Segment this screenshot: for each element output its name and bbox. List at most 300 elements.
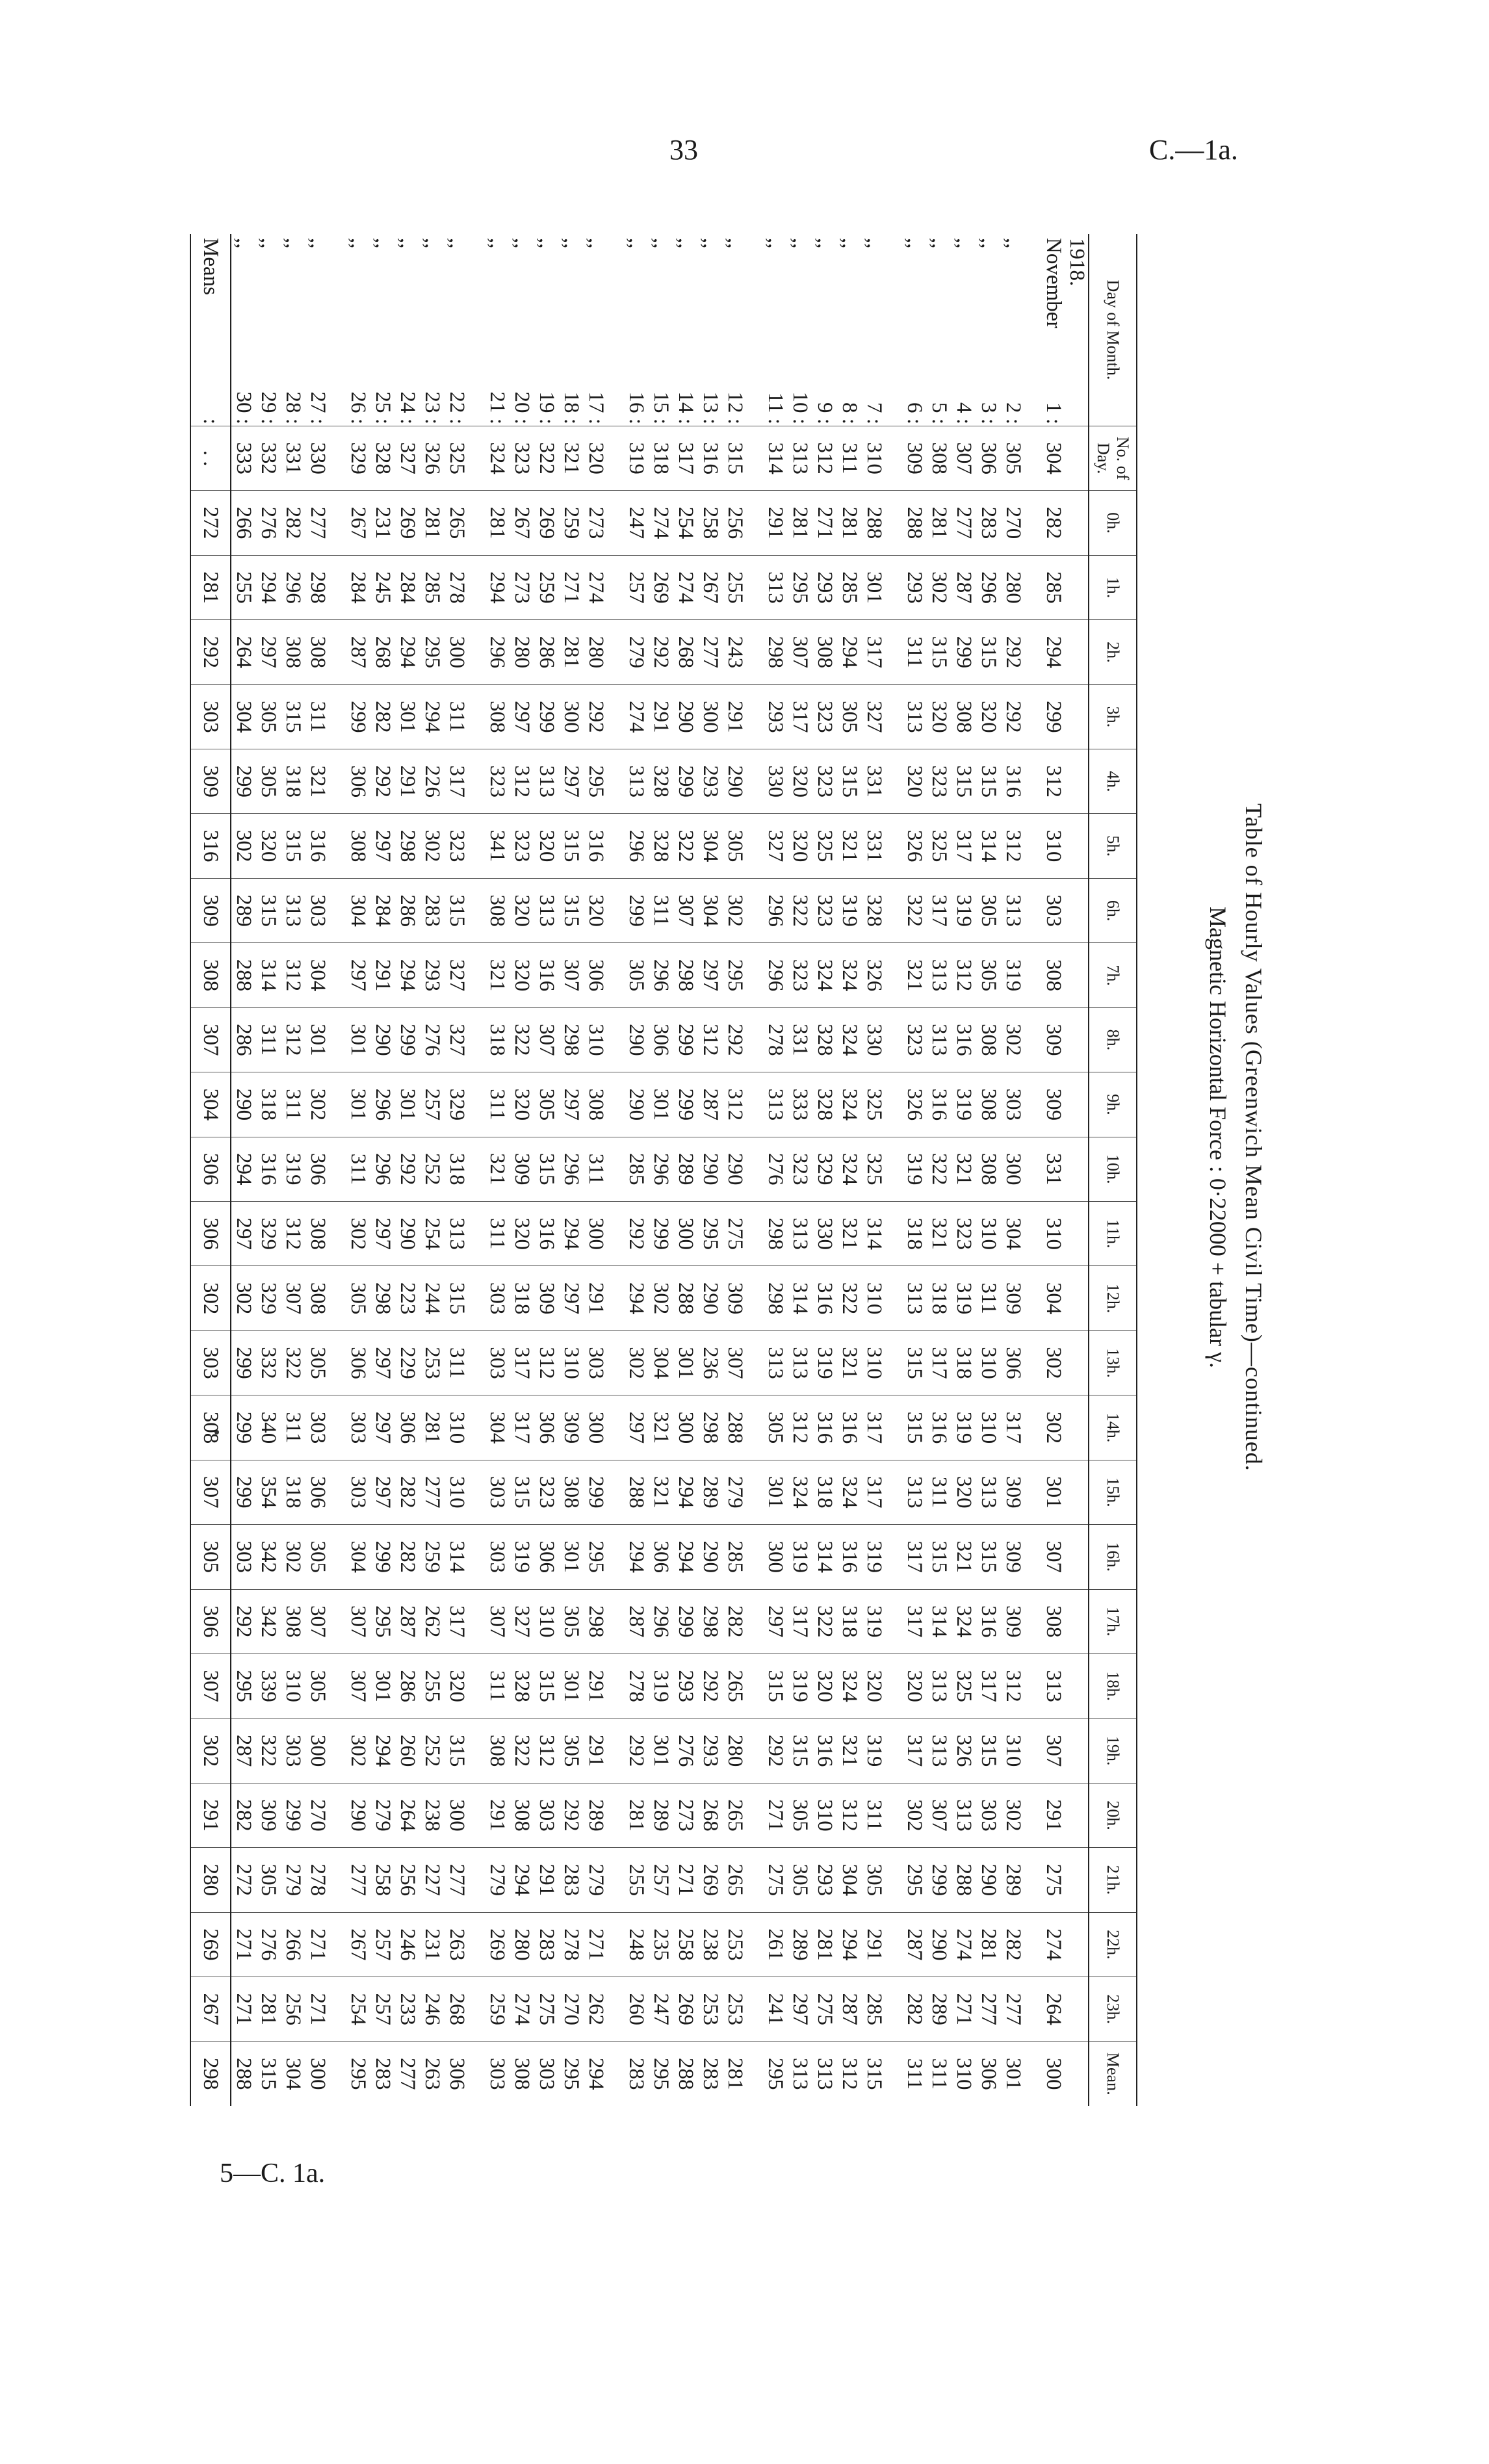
value-cell: 311 bbox=[902, 2042, 927, 2106]
day-number: 29 : bbox=[257, 391, 280, 424]
day-of-year-cell: 304 bbox=[1041, 426, 1066, 490]
value-cell: 287 bbox=[952, 555, 976, 619]
value-cell: 300 bbox=[763, 1525, 788, 1589]
value-cell: 291 bbox=[723, 684, 747, 749]
day-of-year-cell: 309 bbox=[902, 426, 927, 490]
value-cell: 264 bbox=[231, 620, 256, 684]
value-cell: 235 bbox=[649, 1912, 673, 1977]
value-cell: 293 bbox=[812, 555, 837, 619]
value-cell: 301 bbox=[1001, 2042, 1026, 2106]
value-cell: 315 bbox=[952, 749, 976, 814]
value-cell: 282 bbox=[1001, 1912, 1026, 1977]
value-cell: 281 bbox=[723, 2042, 747, 2106]
value-cell: 299 bbox=[673, 1589, 698, 1653]
empty-cell bbox=[1066, 1783, 1089, 1847]
value-cell: 322 bbox=[673, 814, 698, 878]
value-cell: 324 bbox=[788, 1460, 812, 1524]
value-cell: 296 bbox=[370, 1137, 395, 1201]
value-cell: 288 bbox=[624, 1460, 649, 1524]
empty-cell bbox=[1026, 1525, 1041, 1589]
value-cell: 276 bbox=[420, 1007, 445, 1072]
mean-value-cell: 306 bbox=[190, 1137, 231, 1201]
month-label: ,, bbox=[560, 238, 583, 249]
value-cell: 275 bbox=[763, 1848, 788, 1912]
empty-cell bbox=[608, 1783, 624, 1847]
day-of-year-cell: 322 bbox=[534, 426, 559, 490]
value-cell: 311 bbox=[902, 620, 927, 684]
value-cell: 273 bbox=[510, 555, 534, 619]
value-cell: 312 bbox=[534, 1330, 559, 1395]
value-cell: 303 bbox=[281, 1718, 305, 1783]
value-cell: 299 bbox=[370, 1525, 395, 1589]
value-cell: 305 bbox=[976, 943, 1001, 1007]
value-cell: 303 bbox=[231, 1525, 256, 1589]
value-cell: 299 bbox=[346, 684, 370, 749]
column-header: 17h. bbox=[1089, 1589, 1137, 1653]
value-cell: 320 bbox=[510, 878, 534, 942]
empty-cell bbox=[747, 1072, 763, 1137]
means-dots: : bbox=[199, 418, 222, 424]
value-cell: 321 bbox=[305, 749, 330, 814]
value-cell: 308 bbox=[485, 878, 510, 942]
value-cell: 298 bbox=[763, 1266, 788, 1330]
day-of-month-cell bbox=[445, 234, 469, 426]
value-cell: 293 bbox=[673, 1653, 698, 1718]
value-cell: 290 bbox=[698, 1525, 723, 1589]
value-cell: 276 bbox=[256, 1912, 281, 1977]
empty-cell bbox=[1026, 1395, 1041, 1460]
empty-cell bbox=[469, 943, 485, 1007]
empty-cell bbox=[1066, 1330, 1089, 1395]
empty-cell bbox=[747, 1718, 763, 1783]
value-cell: 281 bbox=[420, 1395, 445, 1460]
value-cell: 257 bbox=[420, 1072, 445, 1137]
value-cell: 307 bbox=[673, 878, 698, 942]
empty-cell bbox=[1066, 1912, 1089, 1977]
value-cell: 259 bbox=[420, 1525, 445, 1589]
value-cell: 317 bbox=[510, 1395, 534, 1460]
value-cell: 306 bbox=[445, 2042, 469, 2106]
value-cell: 323 bbox=[788, 1137, 812, 1201]
value-cell: 304 bbox=[649, 1330, 673, 1395]
value-cell: 305 bbox=[837, 684, 862, 749]
value-cell: 305 bbox=[559, 1718, 584, 1783]
value-cell: 302 bbox=[649, 1266, 673, 1330]
mean-value-cell: 272 bbox=[190, 491, 231, 555]
day-of-year-cell: 327 bbox=[395, 426, 420, 490]
value-cell: 300 bbox=[559, 684, 584, 749]
value-cell: 289 bbox=[673, 1137, 698, 1201]
value-cell: 310 bbox=[952, 2042, 976, 2106]
value-cell: 315 bbox=[902, 1330, 927, 1395]
value-cell: 305 bbox=[976, 878, 1001, 942]
value-cell: 294 bbox=[837, 1912, 862, 1977]
value-cell: 291 bbox=[1041, 1783, 1066, 1847]
day-of-month-cell bbox=[485, 234, 510, 426]
empty-cell bbox=[887, 1395, 902, 1460]
empty-cell bbox=[747, 684, 763, 749]
value-cell: 299 bbox=[231, 1460, 256, 1524]
value-cell: 301 bbox=[763, 1460, 788, 1524]
value-cell: 311 bbox=[927, 2042, 952, 2106]
value-cell: 306 bbox=[346, 1330, 370, 1395]
value-cell: 261 bbox=[763, 1912, 788, 1977]
value-cell: 274 bbox=[649, 491, 673, 555]
table-row bbox=[510, 234, 534, 2106]
value-cell: 321 bbox=[837, 814, 862, 878]
empty-cell bbox=[887, 491, 902, 555]
empty-cell bbox=[1066, 2042, 1089, 2106]
month-label: ,, bbox=[813, 238, 836, 249]
value-cell: 319 bbox=[952, 1072, 976, 1137]
empty-cell bbox=[747, 814, 763, 878]
day-number: 15 : bbox=[649, 391, 673, 424]
value-cell: 310 bbox=[862, 1330, 887, 1395]
table-row bbox=[256, 234, 281, 2106]
value-cell: 302 bbox=[902, 1783, 927, 1847]
value-cell: 313 bbox=[927, 943, 952, 1007]
value-cell: 314 bbox=[976, 814, 1001, 878]
value-cell: 256 bbox=[281, 1977, 305, 2042]
day-of-year-cell: 316 bbox=[698, 426, 723, 490]
value-cell: 303 bbox=[1001, 1072, 1026, 1137]
value-cell: 295 bbox=[370, 1589, 395, 1653]
table-row bbox=[395, 234, 420, 2106]
empty-cell bbox=[887, 1460, 902, 1524]
empty-cell bbox=[1026, 1783, 1041, 1847]
empty-cell bbox=[747, 1912, 763, 1977]
empty-cell bbox=[1066, 1525, 1089, 1589]
value-cell: 257 bbox=[370, 1912, 395, 1977]
value-cell: 281 bbox=[485, 491, 510, 555]
value-cell: 298 bbox=[395, 814, 420, 878]
value-cell: 289 bbox=[698, 1460, 723, 1524]
day-of-year-cell: 320 bbox=[584, 426, 608, 490]
value-cell: 301 bbox=[673, 1330, 698, 1395]
value-cell: 313 bbox=[927, 1718, 952, 1783]
value-cell: 308 bbox=[1041, 1589, 1066, 1653]
value-cell: 288 bbox=[673, 2042, 698, 2106]
day-of-month-cell bbox=[534, 234, 559, 426]
month-label: ,, bbox=[625, 238, 648, 249]
value-cell: 322 bbox=[902, 878, 927, 942]
value-cell: 286 bbox=[395, 878, 420, 942]
value-cell: 302 bbox=[346, 1201, 370, 1265]
value-cell: 299 bbox=[231, 749, 256, 814]
day-number: 23 : bbox=[421, 391, 444, 424]
empty-cell bbox=[469, 1072, 485, 1137]
month-label: ,, bbox=[306, 238, 330, 249]
rotated-table-page bbox=[149, 195, 1313, 2145]
month-label: ,, bbox=[421, 238, 444, 249]
column-header: 8h. bbox=[1089, 1007, 1137, 1072]
value-cell: 295 bbox=[584, 1525, 608, 1589]
value-cell: 287 bbox=[231, 1718, 256, 1783]
value-cell: 288 bbox=[902, 491, 927, 555]
value-cell: 290 bbox=[698, 1137, 723, 1201]
empty-cell bbox=[1066, 749, 1089, 814]
value-cell: 282 bbox=[231, 1783, 256, 1847]
value-cell: 295 bbox=[788, 555, 812, 619]
column-header: Day of Month. bbox=[1089, 234, 1137, 426]
value-cell: 311 bbox=[485, 1201, 510, 1265]
value-cell: 297 bbox=[510, 684, 534, 749]
value-cell: 317 bbox=[445, 1589, 469, 1653]
value-cell: 233 bbox=[395, 1977, 420, 2042]
value-cell: 316 bbox=[812, 1718, 837, 1783]
value-cell: 305 bbox=[624, 943, 649, 1007]
value-cell: 316 bbox=[837, 1395, 862, 1460]
value-cell: 299 bbox=[649, 1201, 673, 1265]
empty-cell bbox=[747, 234, 763, 426]
value-cell: 291 bbox=[584, 1653, 608, 1718]
value-cell: 294 bbox=[485, 555, 510, 619]
empty-cell bbox=[469, 426, 485, 490]
empty-cell bbox=[1066, 620, 1089, 684]
value-cell: 302 bbox=[281, 1525, 305, 1589]
value-cell: 309 bbox=[1001, 1525, 1026, 1589]
value-cell: 257 bbox=[624, 555, 649, 619]
value-cell: 307 bbox=[1041, 1718, 1066, 1783]
table-header-row bbox=[1089, 234, 1137, 2106]
value-cell: 289 bbox=[927, 1977, 952, 2042]
value-cell: 304 bbox=[1001, 1201, 1026, 1265]
column-header: 7h. bbox=[1089, 943, 1137, 1007]
day-of-year-cell: 314 bbox=[763, 426, 788, 490]
value-cell: 311 bbox=[976, 1266, 1001, 1330]
value-cell: 323 bbox=[902, 1007, 927, 1072]
empty-cell bbox=[330, 1912, 346, 1977]
value-cell: 317 bbox=[976, 1653, 1001, 1718]
value-cell: 312 bbox=[723, 1072, 747, 1137]
value-cell: 247 bbox=[649, 1977, 673, 2042]
day-of-year-cell: 332 bbox=[256, 426, 281, 490]
value-cell: 299 bbox=[673, 1072, 698, 1137]
empty-cell bbox=[469, 878, 485, 942]
value-cell: 319 bbox=[510, 1525, 534, 1589]
mean-value-cell: 308 bbox=[190, 943, 231, 1007]
column-header: 4h. bbox=[1089, 749, 1137, 814]
value-cell: 316 bbox=[584, 814, 608, 878]
value-cell: 321 bbox=[927, 1201, 952, 1265]
value-cell: 284 bbox=[395, 555, 420, 619]
mean-value-cell: 269 bbox=[190, 1912, 231, 1977]
value-cell: 316 bbox=[837, 1525, 862, 1589]
value-cell: 326 bbox=[902, 814, 927, 878]
value-cell: 266 bbox=[231, 491, 256, 555]
value-cell: 315 bbox=[281, 684, 305, 749]
value-cell: 321 bbox=[485, 943, 510, 1007]
empty-cell bbox=[747, 1007, 763, 1072]
value-cell: 315 bbox=[445, 1266, 469, 1330]
month-label: ,, bbox=[699, 238, 722, 249]
value-cell: 283 bbox=[370, 2042, 395, 2106]
value-cell: 294 bbox=[256, 555, 281, 619]
empty-cell bbox=[887, 426, 902, 490]
value-cell: 269 bbox=[485, 1912, 510, 1977]
empty-cell bbox=[330, 2042, 346, 2106]
empty-cell bbox=[608, 1848, 624, 1912]
value-cell: 315 bbox=[927, 620, 952, 684]
value-cell: 253 bbox=[723, 1912, 747, 1977]
value-cell: 253 bbox=[420, 1330, 445, 1395]
value-cell: 304 bbox=[305, 943, 330, 1007]
value-cell: 297 bbox=[624, 1395, 649, 1460]
value-cell: 306 bbox=[305, 1137, 330, 1201]
value-cell: 328 bbox=[510, 1653, 534, 1718]
day-number: 4 : bbox=[952, 402, 976, 424]
value-cell: 307 bbox=[788, 620, 812, 684]
value-cell: 292 bbox=[624, 1201, 649, 1265]
value-cell: 282 bbox=[395, 1525, 420, 1589]
empty-cell bbox=[1066, 1653, 1089, 1718]
value-cell: 319 bbox=[862, 1525, 887, 1589]
value-cell: 289 bbox=[584, 1783, 608, 1847]
empty-cell bbox=[608, 943, 624, 1007]
value-cell: 316 bbox=[927, 1395, 952, 1460]
empty-cell bbox=[330, 1783, 346, 1847]
value-cell: 327 bbox=[862, 684, 887, 749]
day-of-month-cell bbox=[584, 234, 608, 426]
value-cell: 312 bbox=[510, 749, 534, 814]
value-cell: 322 bbox=[281, 1330, 305, 1395]
value-cell: 308 bbox=[1041, 943, 1066, 1007]
value-cell: 305 bbox=[862, 1848, 887, 1912]
value-cell: 265 bbox=[723, 1848, 747, 1912]
day-number: 14 : bbox=[674, 391, 697, 424]
value-cell: 295 bbox=[420, 620, 445, 684]
year-row bbox=[1066, 234, 1089, 2106]
value-cell: 296 bbox=[281, 555, 305, 619]
value-cell: 304 bbox=[346, 1525, 370, 1589]
value-cell: 310 bbox=[1001, 1718, 1026, 1783]
group-gap bbox=[747, 234, 763, 2106]
value-cell: 287 bbox=[395, 1589, 420, 1653]
month-label: ,, bbox=[232, 238, 255, 249]
value-cell: 315 bbox=[927, 1525, 952, 1589]
value-cell: 243 bbox=[723, 620, 747, 684]
value-cell: 315 bbox=[559, 878, 584, 942]
value-cell: 297 bbox=[788, 1977, 812, 2042]
value-cell: 313 bbox=[902, 684, 927, 749]
value-cell: 320 bbox=[510, 1072, 534, 1137]
value-cell: 331 bbox=[788, 1007, 812, 1072]
value-cell: 295 bbox=[559, 2042, 584, 2106]
mean-value-cell: 307 bbox=[190, 1007, 231, 1072]
day-number: 25 : bbox=[371, 391, 395, 424]
value-cell: 271 bbox=[812, 491, 837, 555]
value-cell: 285 bbox=[723, 1525, 747, 1589]
value-cell: 327 bbox=[510, 1589, 534, 1653]
value-cell: 265 bbox=[445, 491, 469, 555]
value-cell: 299 bbox=[534, 684, 559, 749]
day-of-year-cell: 330 bbox=[305, 426, 330, 490]
value-cell: 299 bbox=[281, 1783, 305, 1847]
column-header: 21h. bbox=[1089, 1848, 1137, 1912]
value-cell: 300 bbox=[445, 620, 469, 684]
empty-cell bbox=[1026, 684, 1041, 749]
empty-cell bbox=[1026, 1977, 1041, 2042]
empty-cell bbox=[1026, 1718, 1041, 1783]
table-row bbox=[624, 234, 649, 2106]
value-cell: 316 bbox=[1001, 749, 1026, 814]
value-cell: 300 bbox=[305, 1718, 330, 1783]
value-cell: 317 bbox=[952, 814, 976, 878]
value-cell: 317 bbox=[862, 1460, 887, 1524]
value-cell: 315 bbox=[862, 2042, 887, 2106]
day-of-month-cell bbox=[976, 234, 1001, 426]
value-cell: 303 bbox=[534, 2042, 559, 2106]
value-cell: 292 bbox=[723, 1007, 747, 1072]
value-cell: 274 bbox=[673, 555, 698, 619]
day-of-year-cell: 323 bbox=[510, 426, 534, 490]
value-cell: 291 bbox=[584, 1718, 608, 1783]
value-cell: 313 bbox=[281, 878, 305, 942]
value-cell: 307 bbox=[485, 1589, 510, 1653]
value-cell: 324 bbox=[837, 1137, 862, 1201]
value-cell: 313 bbox=[445, 1201, 469, 1265]
empty-cell bbox=[330, 1460, 346, 1524]
value-cell: 293 bbox=[698, 749, 723, 814]
value-cell: 317 bbox=[1001, 1395, 1026, 1460]
empty-cell bbox=[1066, 943, 1089, 1007]
value-cell: 258 bbox=[698, 491, 723, 555]
value-cell: 313 bbox=[976, 1460, 1001, 1524]
table-row bbox=[952, 234, 976, 2106]
empty-cell bbox=[1026, 1460, 1041, 1524]
day-of-month-cell bbox=[231, 234, 256, 426]
value-cell: 265 bbox=[723, 1783, 747, 1847]
value-cell: 317 bbox=[902, 1589, 927, 1653]
value-cell: 325 bbox=[927, 814, 952, 878]
value-cell: 309 bbox=[1001, 1266, 1026, 1330]
value-cell: 300 bbox=[1041, 2042, 1066, 2106]
value-cell: 303 bbox=[485, 1460, 510, 1524]
value-cell: 310 bbox=[445, 1395, 469, 1460]
value-cell: 318 bbox=[902, 1201, 927, 1265]
value-cell: 297 bbox=[256, 620, 281, 684]
value-cell: 316 bbox=[927, 1072, 952, 1137]
value-cell: 306 bbox=[395, 1395, 420, 1460]
value-cell: 294 bbox=[231, 1137, 256, 1201]
value-cell: 306 bbox=[534, 1395, 559, 1460]
empty-cell bbox=[1026, 234, 1041, 426]
value-cell: 302 bbox=[1001, 1783, 1026, 1847]
value-cell: 252 bbox=[420, 1718, 445, 1783]
empty-cell bbox=[887, 1718, 902, 1783]
value-cell: 287 bbox=[698, 1072, 723, 1137]
table-row bbox=[837, 234, 862, 2106]
empty-cell bbox=[887, 1330, 902, 1395]
value-cell: 290 bbox=[370, 1007, 395, 1072]
value-cell: 313 bbox=[788, 1201, 812, 1265]
value-cell: 268 bbox=[698, 1783, 723, 1847]
empty-cell bbox=[887, 1137, 902, 1201]
value-cell: 321 bbox=[902, 943, 927, 1007]
value-cell: 308 bbox=[952, 684, 976, 749]
value-cell: 285 bbox=[862, 1977, 887, 2042]
value-cell: 305 bbox=[788, 1848, 812, 1912]
value-cell: 294 bbox=[510, 1848, 534, 1912]
value-cell: 293 bbox=[812, 1848, 837, 1912]
table-row bbox=[1001, 234, 1026, 2106]
day-of-year-cell: 308 bbox=[927, 426, 952, 490]
value-cell: 260 bbox=[395, 1718, 420, 1783]
month-label: ,, bbox=[862, 238, 886, 249]
value-cell: 297 bbox=[346, 943, 370, 1007]
value-cell: 252 bbox=[420, 1137, 445, 1201]
value-cell: 303 bbox=[1041, 878, 1066, 942]
